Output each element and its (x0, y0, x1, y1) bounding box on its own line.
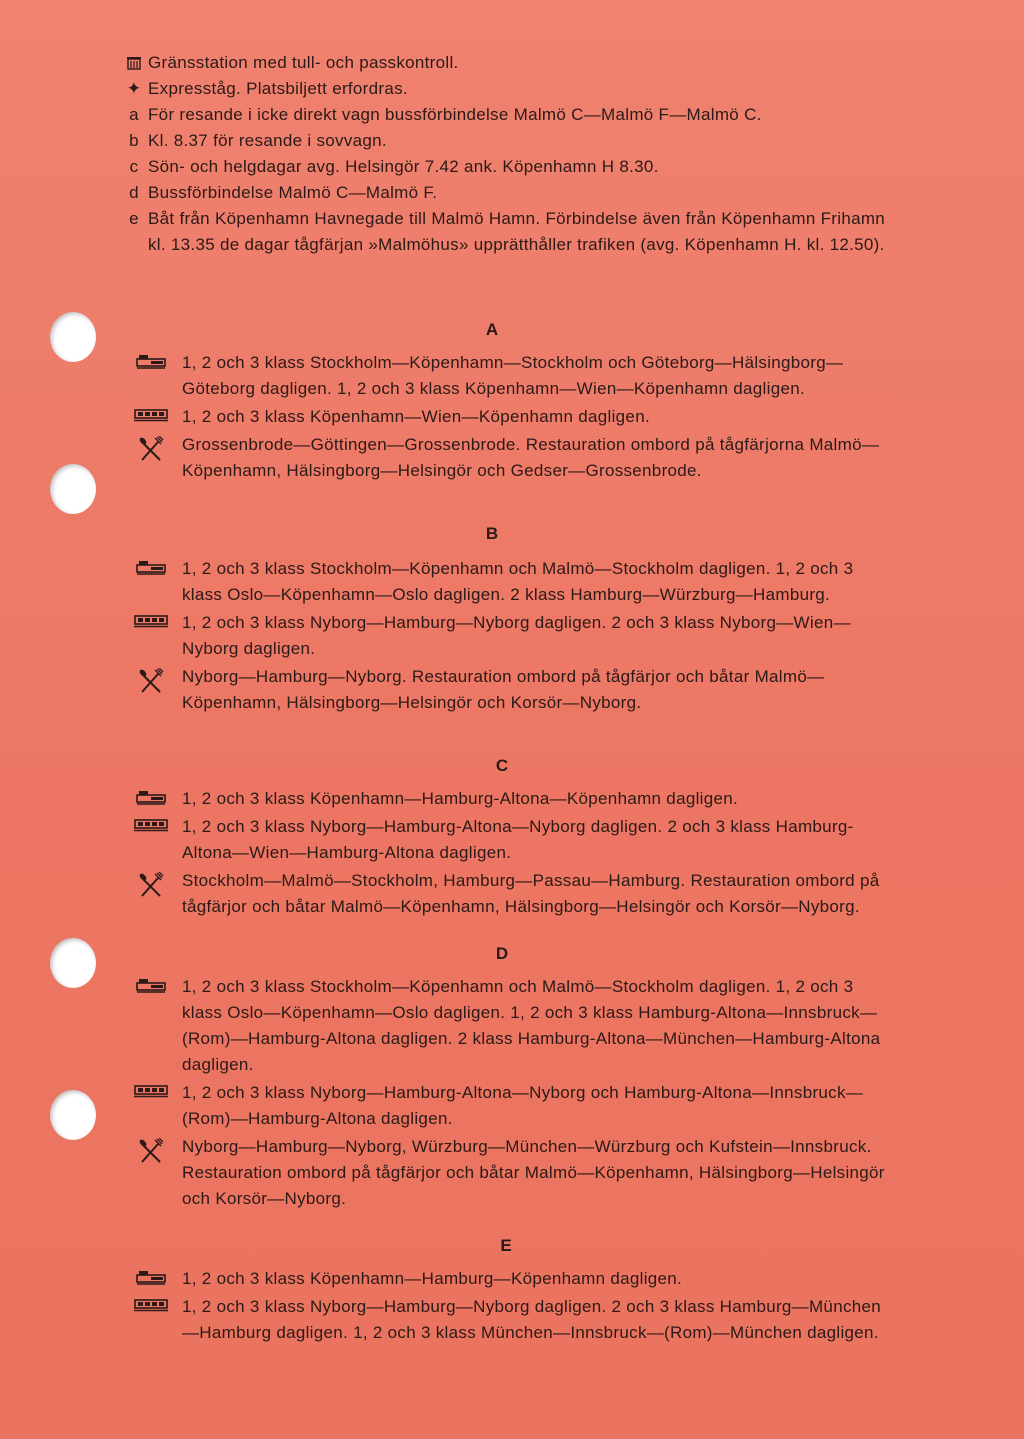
sleeper-car-icon (120, 974, 182, 1078)
section-letter: E (500, 1236, 512, 1255)
passenger-car-icon (120, 1294, 182, 1346)
route-text: 1, 2 och 3 klass Stockholm—Köpenhamn och Malmö—Stockholm dagligen. 1, 2 och 3 klass Oslo—Köpenhamn—Oslo dagligen. 2 klass Hamburg—Würzburg—Hamburg. (182, 559, 854, 604)
binder-hole (50, 938, 96, 988)
footnote-express (120, 76, 890, 102)
route-text: 1, 2 och 3 klass Köpenhamn—Wien—Köpenhamn dagligen. (182, 407, 650, 426)
footnote-border-station (120, 50, 890, 76)
footnote-c (120, 154, 890, 180)
route-entry (120, 814, 890, 866)
binder-hole (50, 1090, 96, 1140)
route-text: Stockholm—Malmö—Stockholm, Hamburg—Passau—Hamburg. Restauration ombord på tågfärjor och båtar Malmö—Köpenhamn, Hälsingborg—Helsingör och Korsör—Nyborg. (182, 871, 880, 916)
express-star-icon: ✦ (126, 79, 142, 98)
footnote-b (120, 128, 890, 154)
route-entry (120, 1266, 890, 1292)
section-letter: D (495, 944, 509, 963)
sleeper-car-icon (120, 350, 182, 402)
section-b (120, 556, 890, 718)
passenger-car-icon (120, 404, 182, 430)
sleeper-car-icon (120, 786, 182, 812)
restaurant-icon (120, 868, 182, 920)
binder-hole (50, 464, 96, 514)
route-entry (120, 868, 890, 920)
route-entry (120, 786, 890, 812)
footnote-text: Sön- och helgdagar avg. Helsingör 7.42 ank. Köpenhamn H 8.30. (148, 157, 659, 176)
footnote-text: Bussförbindelse Malmö C—Malmö F. (148, 183, 438, 202)
section-letter: C (495, 756, 509, 775)
route-text: 1, 2 och 3 klass Köpenhamn—Hamburg-Altona—Köpenhamn dagligen. (182, 789, 739, 808)
route-text: 1, 2 och 3 klass Nyborg—Hamburg-Altona—Nyborg dagligen. 2 och 3 klass Hamburg-Altona—Wien—Hamburg-Altona dagligen. (182, 817, 854, 862)
restaurant-icon (120, 432, 182, 484)
route-text: Grossenbrode—Göttingen—Grossenbrode. Restauration ombord på tågfärjorna Malmö—Köpenhamn, Hälsingborg—Helsingör och Gedser—Grossenbrode. (182, 435, 880, 480)
footnote-text: För resande i icke direkt vagn bussförbindelse Malmö C—Malmö F—Malmö C. (148, 105, 762, 124)
restaurant-icon (120, 1134, 182, 1212)
route-entry (120, 1134, 890, 1212)
footnote-mark: b (129, 131, 139, 150)
footnote-mark: d (129, 183, 139, 202)
route-entry (120, 610, 890, 662)
binder-hole (50, 312, 96, 362)
section-d (120, 974, 890, 1214)
section-letter: A (485, 320, 499, 339)
route-text: 1, 2 och 3 klass Stockholm—Köpenhamn och Malmö—Stockholm dagligen. 1, 2 och 3 klass Oslo—Köpenhamn—Oslo dagligen. 1, 2 och 3 klass Hamburg-Altona—Innsbruck—(Rom)—Hamburg-Altona dagligen. 2 klass Hamburg-Altona—München—Hamburg-Altona dagligen. (182, 977, 881, 1074)
route-entry (120, 432, 890, 484)
route-text: 1, 2 och 3 klass Nyborg—Hamburg—Nyborg dagligen. 2 och 3 klass Hamburg—München—Hamburg dagligen. 1, 2 och 3 klass München—Innsbruck—(Rom)—München dagligen. (182, 1297, 882, 1342)
footnote-text: Gränsstation med tull- och passkontroll. (148, 53, 459, 72)
passenger-car-icon (120, 814, 182, 866)
restaurant-icon (120, 664, 182, 716)
route-entry (120, 404, 890, 430)
footnote-mark: e (129, 209, 139, 228)
sleeper-car-icon (120, 556, 182, 608)
footnote-a (120, 102, 890, 128)
route-text: Nyborg—Hamburg—Nyborg, Würzburg—München—Würzburg och Kufstein—Innsbruck. Restauration ombord på tågfärjor och båtar Malmö—Köpenhamn, Hälsingborg—Helsingör och Korsör—Nyborg. (182, 1137, 885, 1208)
route-entry (120, 556, 890, 608)
footnote-text: Kl. 8.37 för resande i sovvagn. (148, 131, 387, 150)
passenger-car-icon (120, 1080, 182, 1132)
passenger-car-icon (120, 610, 182, 662)
footnote-d (120, 180, 890, 206)
customs-building-icon (120, 50, 148, 76)
footnote-e (120, 206, 890, 258)
route-text: 1, 2 och 3 klass Stockholm—Köpenhamn—Stockholm och Göteborg—Hälsingborg—Göteborg dagligen. 1, 2 och 3 klass Köpenhamn—Wien—Köpenhamn dagligen. (182, 353, 844, 398)
route-text: 1, 2 och 3 klass Nyborg—Hamburg—Nyborg dagligen. 2 och 3 klass Nyborg—Wien—Nyborg dagligen. (182, 613, 851, 658)
footnote-mark: c (129, 157, 139, 176)
route-entry (120, 350, 890, 402)
route-text: 1, 2 och 3 klass Köpenhamn—Hamburg—Köpenhamn dagligen. (182, 1269, 683, 1288)
route-entry (120, 974, 890, 1078)
route-text: 1, 2 och 3 klass Nyborg—Hamburg-Altona—Nyborg och Hamburg-Altona—Innsbruck—(Rom)—Hamburg-Altona dagligen. (182, 1083, 864, 1128)
route-entry (120, 1294, 890, 1346)
footnote-text: Båt från Köpenhamn Havnegade till Malmö Hamn. Förbindelse även från Köpenhamn Frihamn kl. 13.35 de dagar tågfärjan »Malmöhus» upprätthåller trafiken (avg. Köpenhamn H. kl. 12.50). (148, 209, 886, 254)
footnote-text: Expresståg. Platsbiljett erfordras. (148, 79, 408, 98)
footnote-mark: a (129, 105, 139, 124)
section-c (120, 786, 890, 922)
route-entry (120, 1080, 890, 1132)
section-a (120, 350, 890, 486)
route-entry (120, 664, 890, 716)
sleeper-car-icon (120, 1266, 182, 1292)
footnotes (120, 50, 890, 258)
section-letter: B (485, 524, 499, 543)
route-text: Nyborg—Hamburg—Nyborg. Restauration ombord på tågfärjor och båtar Malmö—Köpenhamn, Hälsingborg—Helsingör och Korsör—Nyborg. (182, 667, 825, 712)
section-e (120, 1266, 890, 1348)
